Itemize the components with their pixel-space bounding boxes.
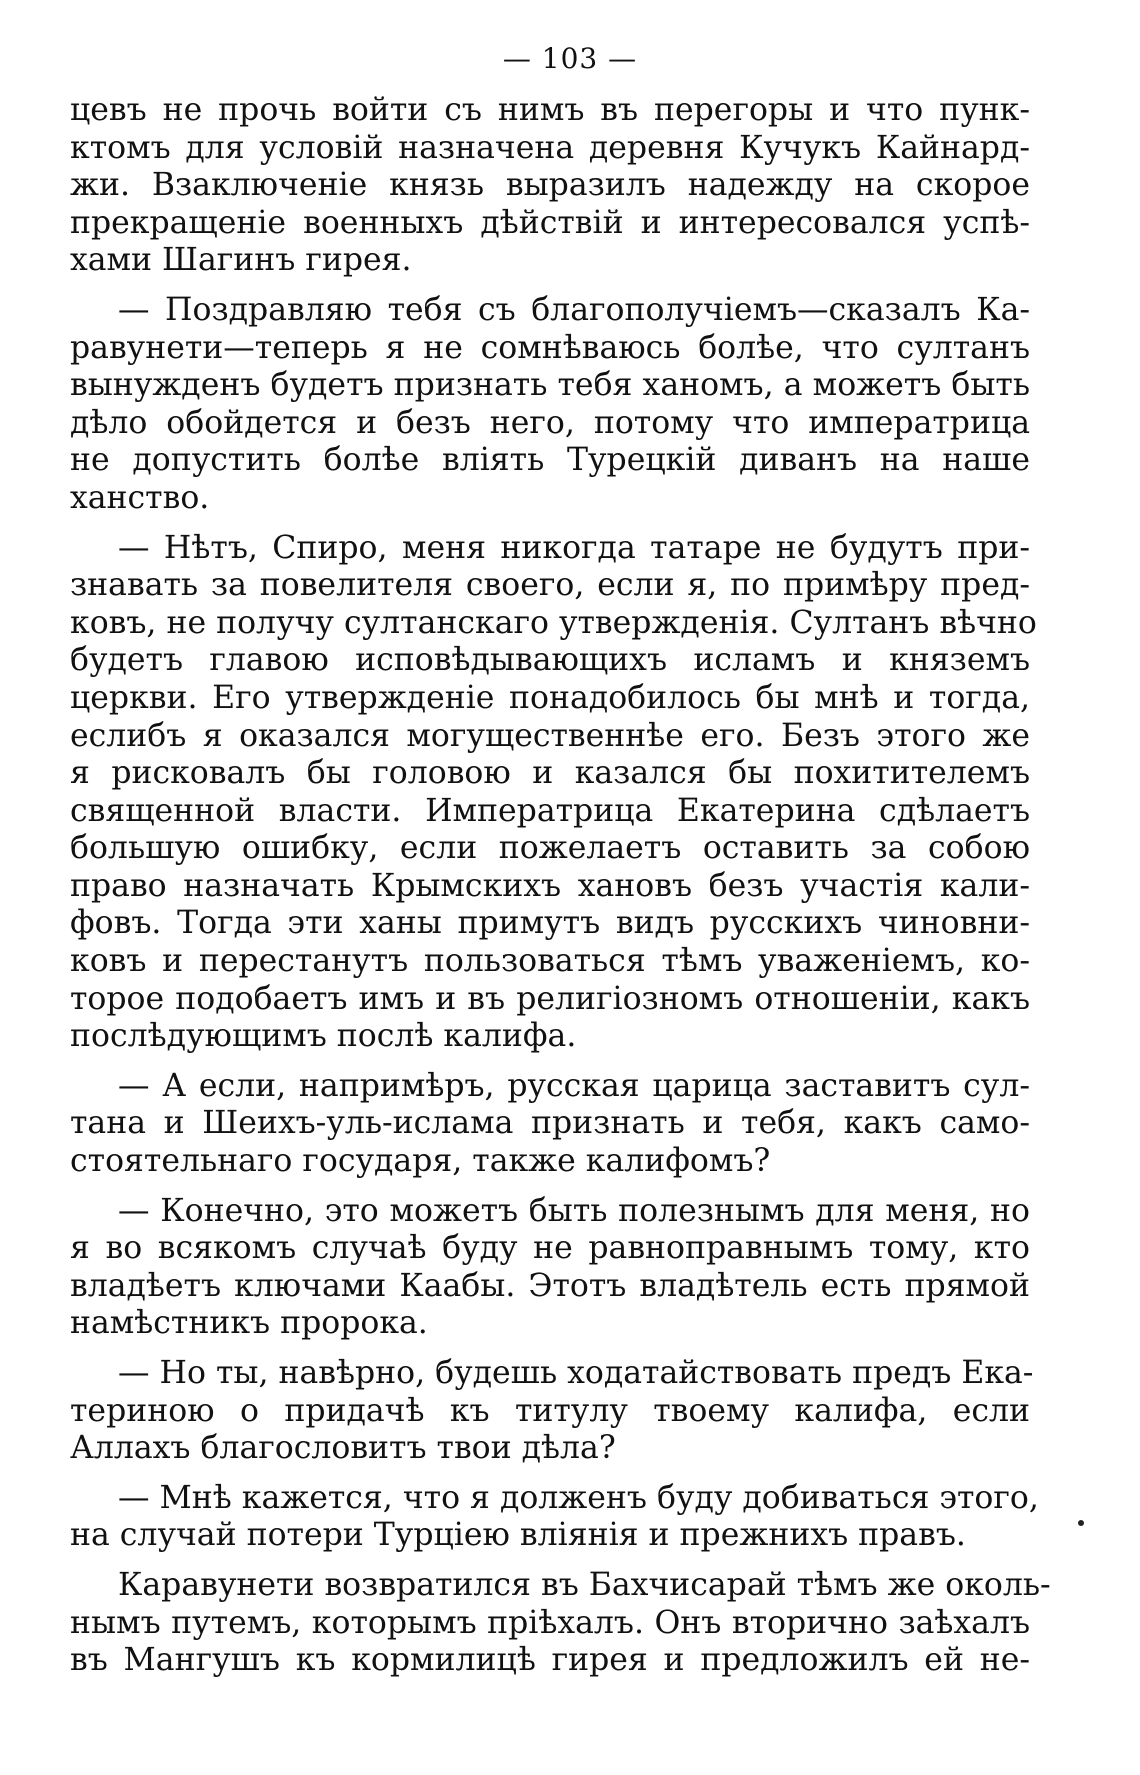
text-line: фовъ. Тогда эти ханы примутъ видъ русскихъ чиновни- <box>70 905 1030 942</box>
text-line: ковъ и перестанутъ пользоваться тѣмъ уваженіемъ, ко- <box>70 943 1030 980</box>
text-line: — Но ты, навѣрно, будешь ходатайствовать предъ Ека- <box>118 1355 1034 1391</box>
text-line: стоятельнаго государя, также калифомъ? <box>70 1143 771 1180</box>
text-line: большую ошибку, если пожелаетъ оставить за собою <box>70 830 1030 867</box>
text-line: владѣетъ ключами Каабы. Этотъ владѣтель есть прямой <box>70 1267 1030 1304</box>
text-line: — А если, напримѣръ, русская царица заставитъ сул- <box>118 1067 1030 1104</box>
text-line: я рисковалъ бы головою и казался бы похитителемъ <box>70 755 1030 792</box>
text-line: въ Мангушъ къ кормилицѣ гирея и предложилъ ей не- <box>70 1642 1030 1679</box>
body-text <box>70 92 1051 1680</box>
text-line: тана и Шеихъ-уль-ислама признать и тебя, какъ само- <box>70 1105 1030 1142</box>
text-line: териною о придачѣ къ титулу твоему калифа, если <box>70 1392 1030 1429</box>
text-line: Каравунети возвратился въ Бахчисарай тѣмъ же околь- <box>118 1566 1051 1603</box>
text-line: торое подобаетъ имъ и въ религіозномъ отношеніи, какъ <box>70 980 1030 1017</box>
text-line: дѣло обойдется и безъ него, потому что императрица <box>70 404 1030 441</box>
text-line: ковъ, не получу султанскаго утвержденія. Султанъ вѣчно <box>70 604 1037 641</box>
text-line: право назначать Крымскихъ хановъ безъ участія кали- <box>70 867 1030 904</box>
text-line: прекращеніе военныхъ дѣйствій и интересовался успѣ- <box>70 204 1030 241</box>
text-line: ктомъ для условій назначена деревня Кучукъ Кайнард- <box>70 129 1030 166</box>
text-line: еслибъ я оказался могущественнѣе его. Безъ этого же <box>70 717 1030 754</box>
text-line: жи. Взаключеніе князь выразилъ надежду на скорое <box>70 167 1030 204</box>
text-line: намѣстникъ пророка. <box>70 1305 428 1342</box>
ink-speck-mark <box>1078 1520 1084 1526</box>
text-line: — Конечно, это можетъ быть полезнымъ для меня, но <box>118 1192 1030 1229</box>
text-line: священной власти. Императрица Екатерина сдѣлаетъ <box>70 792 1030 829</box>
text-line: не допустить болѣе влiять Турецкій диванъ на наше <box>70 442 1030 479</box>
text-line: я во всякомъ случаѣ буду не равноправнымъ тому, кто <box>70 1230 1030 1267</box>
text-line: нымъ путемъ, которымъ пріѣхалъ. Онъ вторично заѣхалъ <box>70 1604 1030 1641</box>
text-line: равунети—теперь я не сомнѣваюсь болѣе, что султанъ <box>70 329 1030 366</box>
text-line: знавать за повелителя своего, если я, по примѣру пред- <box>70 567 1030 604</box>
text-line: — Поздравляю тебя съ благополучіемъ—сказалъ Ка- <box>118 291 1030 328</box>
text-line: послѣдующимъ послѣ калифа. <box>70 1018 577 1055</box>
text-line: будетъ главою исповѣдывающихъ исламъ и княземъ <box>70 642 1030 679</box>
text-line: на случай потери Турціею вліянія и прежнихъ правъ. <box>70 1517 966 1554</box>
text-line: Аллахъ благословитъ твои дѣла? <box>70 1430 616 1467</box>
text-line: цевъ не прочь войти съ нимъ въ перегоры и что пунк- <box>70 92 1030 128</box>
text-line: вынужденъ будетъ признать тебя ханомъ, а можетъ быть <box>70 367 1030 404</box>
text-line: ханство. <box>70 479 210 516</box>
text-line: — Мнѣ кажется, что я долженъ буду добиваться этого, <box>118 1479 1039 1516</box>
text-line: — Нѣтъ, Спиро, меня никогда татаре не будутъ при- <box>118 529 1030 566</box>
text-line: хами Шагинъ гирея. <box>70 242 412 279</box>
page-number: — 103 — <box>502 42 638 75</box>
text-line: церкви. Его утвержденіе понадобилось бы мнѣ и тогда, <box>70 679 1030 716</box>
